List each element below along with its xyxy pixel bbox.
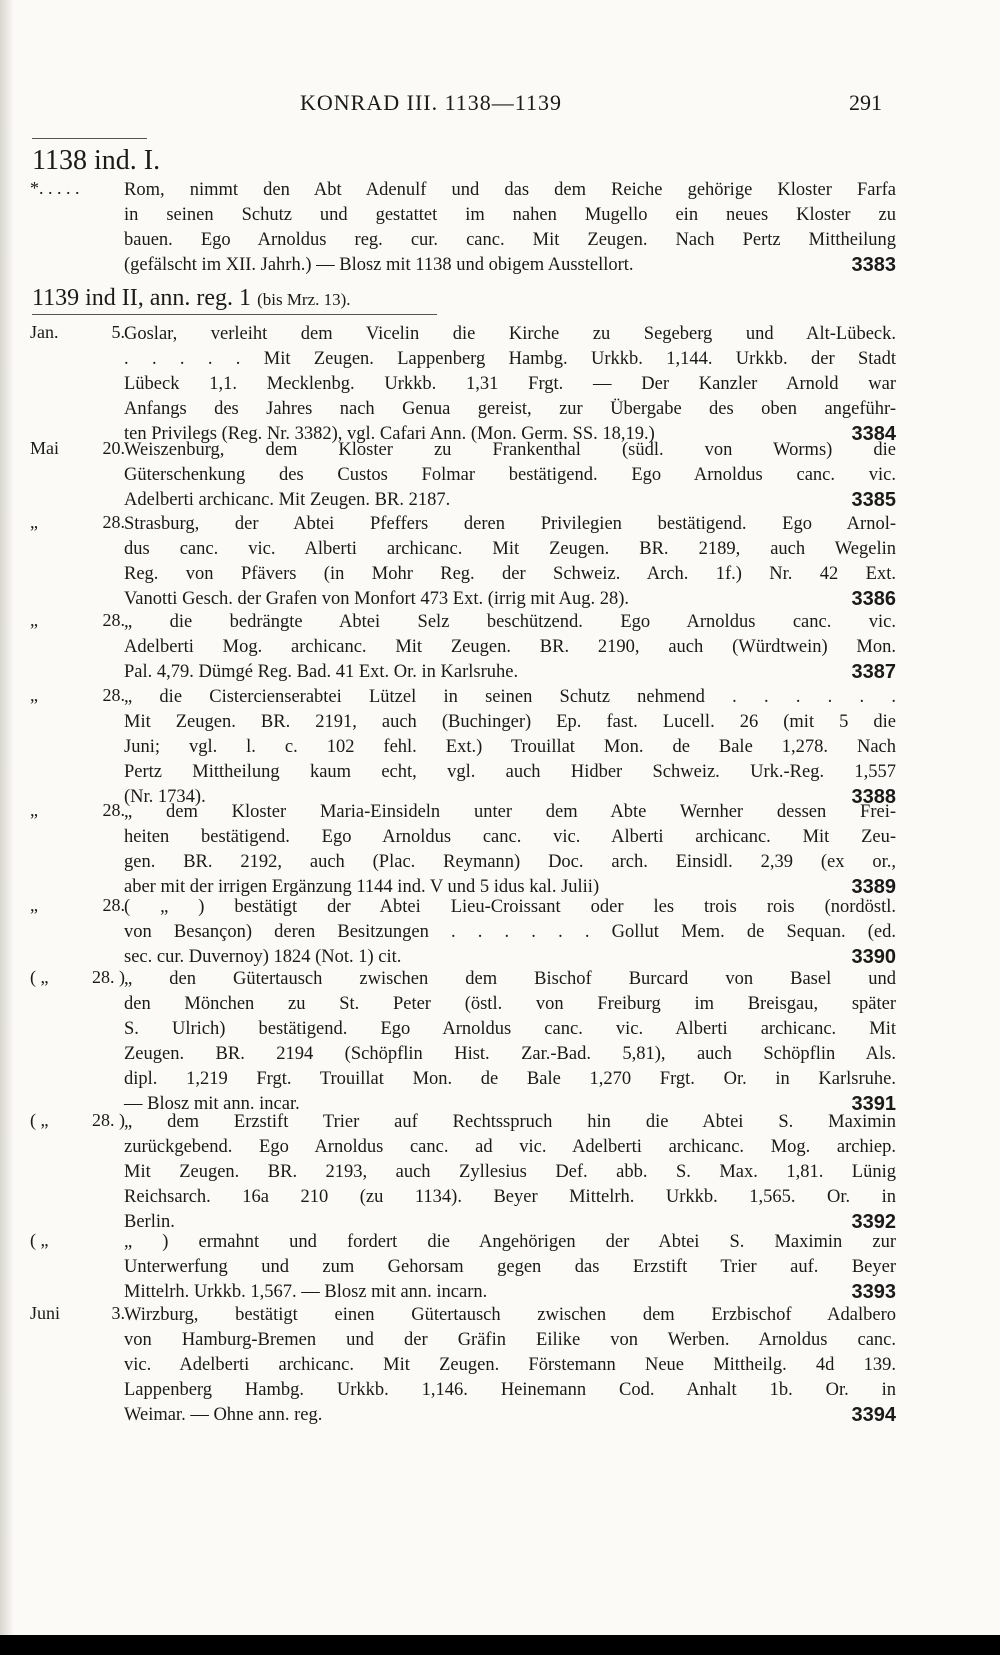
entry-line: Adelberti Mog. archicanc. Mit Zeugen. BR. 2190, auch (Würdtwein) Mon. (124, 637, 896, 657)
entry-text (124, 1110, 896, 1235)
entry-line: sec. cur. Duvernoy) 1824 (Not. 1) cit. (124, 947, 402, 967)
regesta-number: 3389 (851, 876, 896, 898)
entry-month: „ (30, 610, 38, 630)
entry-line: in seinen Schutz und gestattet im nahen Mugello ein neues Kloster zu (124, 205, 896, 225)
entry-line: Reichsarch. 16a 210 (zu 1134). Beyer Mittelrh. Urkkb. 1,565. Or. in (124, 1187, 896, 1207)
entry-date (30, 895, 125, 916)
entry-last-line (124, 1280, 896, 1305)
running-title: KONRAD III. 1138—1139 (300, 90, 562, 115)
regesta-number: 3390 (851, 946, 896, 968)
entry-line: aber mit der irrigen Ergänzung 1144 ind. V und 5 idus kal. Julii) (124, 877, 600, 897)
entry-date (30, 1303, 125, 1324)
entry-date (30, 1110, 125, 1131)
regesta-number: 3388 (851, 786, 896, 808)
entry-line: „ ) ermahnt und fordert die Angehörigen der Abtei S. Maximin zur (124, 1232, 896, 1252)
entry-line: von Besançon) deren Besitzungen . . . . . . Gollut Mem. de Sequan. (ed. (124, 922, 896, 942)
entry-line: „ die Cistercienserabtei Lützel in seinen Schutz nehmend . . . . . . (124, 687, 896, 707)
entry-date (30, 685, 125, 706)
entry-line: Lübeck 1,1. Mecklenbg. Urkkb. 1,31 Frgt. — Der Kanzler Arnold war (124, 374, 896, 394)
entry-text (124, 895, 896, 970)
entry-line: . . . . . Mit Zeugen. Lappenberg Hambg. Urkkb. 1,144. Urkkb. der Stadt (124, 349, 896, 369)
entry-line: dipl. 1,219 Frgt. Trouillat Mon. de Bale 1,270 Frgt. Or. in Karlsruhe. (124, 1069, 896, 1089)
entry-line: Juni; vgl. l. c. 102 fehl. Ext.) Trouillat Mon. de Bale 1,278. Nach (124, 737, 896, 757)
entry-date (30, 610, 125, 631)
entry-line: Strasburg, der Abtei Pfeffers deren Privilegien bestätigend. Ego Arnol- (124, 514, 896, 534)
entry-line: Unterwerfung und zum Gehorsam gegen das Erzstift Trier auf. Beyer (124, 1257, 896, 1277)
entry-date (30, 512, 125, 533)
entry-line: Pal. 4,79. Dümgé Reg. Bad. 41 Ext. Or. in Karlsruhe. (124, 662, 519, 682)
entry-last-line (124, 1403, 896, 1428)
entry-text (124, 178, 896, 278)
regesta-number: 3392 (851, 1211, 896, 1233)
entry-text (124, 1303, 896, 1428)
entry-month: Juni (30, 1303, 61, 1323)
entry-day: 28. (102, 800, 125, 820)
section-heading-main: 1139 ind II, ann. reg. 1 (32, 285, 252, 311)
entry-date (30, 800, 125, 821)
entry-month: ( „ (30, 1110, 49, 1130)
scan-edge (0, 0, 14, 1655)
entry-month: „ (30, 895, 38, 915)
entry-line: „ die bedrängte Abtei Selz beschützend. Ego Arnoldus canc. vic. (124, 612, 896, 632)
entry-line: Lappenberg Hambg. Urkkb. 1,146. Heinemann Cod. Anhalt 1b. Or. in (124, 1380, 896, 1400)
entry-line: dus canc. vic. Alberti archicanc. Mit Zeugen. BR. 2189, auch Wegelin (124, 539, 896, 559)
entry-text (124, 438, 896, 513)
entry-line: von Hamburg-Bremen und der Gräfin Eilike von Werben. Arnoldus canc. (124, 1330, 896, 1350)
entry-text (124, 610, 896, 685)
entry-day: 3. (111, 1303, 125, 1323)
entry-day: 5. (111, 322, 125, 342)
entry-line: Anfangs des Jahres nach Genua gereist, zur Übergabe des oben angeführ- (124, 399, 896, 419)
section-heading-paren: (bis Mrz. 13). (257, 290, 351, 309)
entry-line: bauen. Ego Arnoldus reg. cur. canc. Mit Zeugen. Nach Pertz Mittheilung (124, 230, 896, 250)
entry-line: Berlin. (124, 1212, 175, 1232)
entry-line: Weimar. — Ohne ann. reg. (124, 1405, 323, 1425)
regesta-number: 3393 (851, 1281, 896, 1303)
section-rule (32, 138, 147, 139)
entry-line: den Mönchen zu St. Peter (östl. von Freiburg im Breisgau, später (124, 994, 896, 1014)
entry-date-marker: *. . . . . (30, 178, 80, 198)
entry-line: ( „ ) bestätigt der Abtei Lieu-Croissant oder les trois rois (nordöstl. (124, 897, 896, 917)
entry-text (124, 967, 896, 1117)
entry-month: „ (30, 800, 38, 820)
entry-month: Jan. (30, 322, 59, 342)
entry-text (124, 512, 896, 612)
entry-month: „ (30, 512, 38, 532)
entry-line: (gefälscht im XII. Jahrh.) — Blosz mit 1138 und obigem Ausstellort. (124, 255, 634, 275)
entry-month: „ (30, 685, 38, 705)
regesta-number: 3391 (851, 1093, 896, 1115)
entry-day: 28. ) (92, 1110, 125, 1130)
entry-line: zurückgebend. Ego Arnoldus canc. ad vic. Adelberti archicanc. Mog. archiep. (124, 1137, 896, 1157)
regesta-number: 3384 (851, 423, 896, 445)
entry-month: ( „ (30, 967, 49, 987)
entry-line: vic. Adelberti archicanc. Mit Zeugen. Förstemann Neue Mittheilg. 4d 139. (124, 1355, 896, 1375)
page-header (0, 90, 1000, 120)
entry-day: 28. (102, 512, 125, 532)
entry-date (30, 967, 125, 988)
entry-last-line (124, 488, 896, 513)
entry-date (30, 438, 125, 459)
entry-line: Zeugen. BR. 2194 (Schöpflin Hist. Zar.-Bad. 5,81), auch Schöpflin Als. (124, 1044, 896, 1064)
scan-edge (0, 1635, 1000, 1655)
regesta-number: 3386 (851, 588, 896, 610)
entry-last-line (124, 660, 896, 685)
entry-line: Wirzburg, bestätigt einen Gütertausch zwischen dem Erzbischof Adalbero (124, 1305, 896, 1325)
entry-day: 28. (102, 895, 125, 915)
regesta-number: 3387 (851, 661, 896, 683)
page-number: 291 (849, 90, 882, 115)
regesta-number: 3385 (851, 489, 896, 511)
entry-date (30, 322, 125, 343)
entry-text (124, 685, 896, 810)
entry-month: Mai (30, 438, 59, 458)
entry-line: S. Ulrich) bestätigend. Ego Arnoldus canc. vic. Alberti archicanc. Mit (124, 1019, 896, 1039)
entry-line: Reg. von Pfävers (in Mohr Reg. der Schweiz. Arch. 1f.) Nr. 42 Ext. (124, 564, 896, 584)
entry-day: 20. (102, 438, 125, 458)
entry-line: Mittelrh. Urkkb. 1,567. — Blosz mit ann. incarn. (124, 1282, 488, 1302)
entry-line: Adelberti archicanc. Mit Zeugen. BR. 2187. (124, 490, 451, 510)
entry-last-line (124, 587, 896, 612)
entry-line: — Blosz mit ann. incar. (124, 1094, 300, 1114)
entry-text (124, 800, 896, 900)
section-heading-1138: 1138 ind. I. (32, 145, 161, 176)
entry-line: (Nr. 1734). (124, 787, 206, 807)
entry-day: 28. (102, 685, 125, 705)
entry-date (30, 178, 125, 199)
entry-month: ( „ (30, 1230, 49, 1250)
entry-line: Weiszenburg, dem Kloster zu Frankenthal (südl. von Worms) die (124, 440, 896, 460)
entry-line: Mit Zeugen. BR. 2191, auch (Buchinger) Ep. fast. Lucell. 26 (mit 5 die (124, 712, 896, 732)
section-heading-1139 (32, 285, 351, 312)
entry-day: 28. (102, 610, 125, 630)
entry-line: Mit Zeugen. BR. 2193, auch Zyllesius Def. abb. S. Max. 1,81. Lünig (124, 1162, 896, 1182)
entry-text (124, 1230, 896, 1305)
entry-line: heiten bestätigend. Ego Arnoldus canc. vic. Alberti archicanc. Mit Zeu- (124, 827, 896, 847)
entry-line: „ dem Erzstift Trier auf Rechtsspruch hin die Abtei S. Maximin (124, 1112, 896, 1132)
regesta-number: 3394 (851, 1404, 896, 1426)
entry-text (124, 322, 896, 447)
entry-day: 28. ) (92, 967, 125, 987)
entry-line: gen. BR. 2192, auch (Plac. Reymann) Doc. arch. Einsidl. 2,39 (ex or., (124, 852, 896, 872)
entry-line: Goslar, verleiht dem Vicelin die Kirche zu Segeberg und Alt-Lübeck. (124, 324, 896, 344)
section-rule (32, 314, 437, 315)
entry-last-line (124, 253, 896, 278)
entry-line: „ dem Kloster Maria-Einsideln unter dem Abte Wernher dessen Frei- (124, 802, 896, 822)
entry-line: ten Privilegs (Reg. Nr. 3382), vgl. Cafari Ann. (Mon. Germ. SS. 18,19.) (124, 424, 655, 444)
regesta-number: 3383 (851, 254, 896, 276)
entry-line: Pertz Mittheilung kaum echt, vgl. auch Hidber Schweiz. Urk.-Reg. 1,557 (124, 762, 896, 782)
entry-line: Rom, nimmt den Abt Adenulf und das dem Reiche gehörige Kloster Farfa (124, 180, 896, 200)
entry-date (30, 1230, 125, 1251)
entry-line: „ den Gütertausch zwischen dem Bischof Burcard von Basel und (124, 969, 896, 989)
entry-line: Vanotti Gesch. der Grafen von Monfort 473 Ext. (irrig mit Aug. 28). (124, 589, 630, 609)
entry-line: Güterschenkung des Custos Folmar bestätigend. Ego Arnoldus canc. vic. (124, 465, 896, 485)
